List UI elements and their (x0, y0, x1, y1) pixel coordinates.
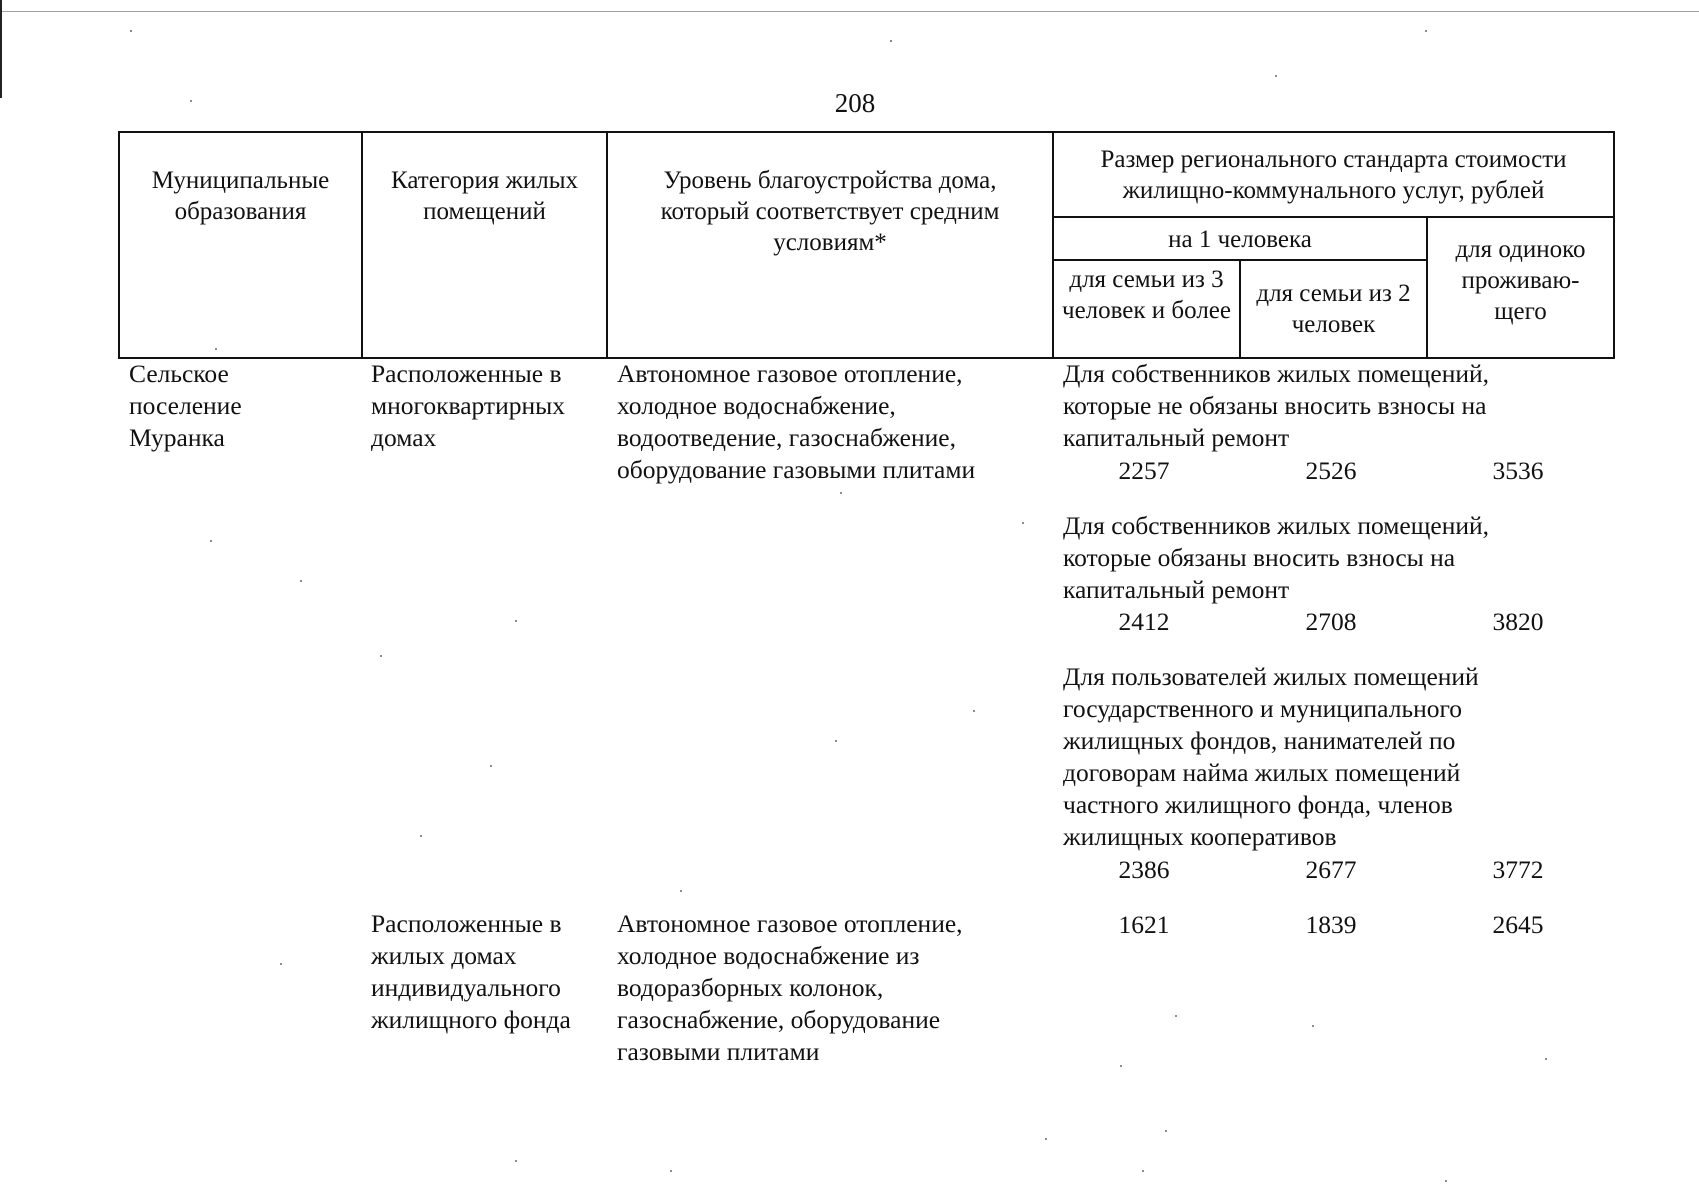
header-municipality-label: Муниципальные образования (151, 167, 330, 225)
scan-speck (1425, 30, 1427, 32)
header-municipality (118, 131, 363, 359)
r2-value-family3: 1621 (1118, 910, 1170, 939)
r1-group1-label-line: Для собственников жилых помещений, (1063, 359, 1490, 388)
r2-level-line: газоснабжение, оборудование (617, 1005, 941, 1034)
scan-speck (190, 100, 192, 102)
scan-speck (215, 348, 217, 350)
scan-speck (835, 740, 837, 742)
r1-level-line: водоотведение, газоснабжение, (617, 423, 956, 452)
scan-edge-line (0, 11, 1699, 12)
header-level-label: Уровень благоустройства дома, который соответствует средним условиям* (660, 167, 1000, 256)
scan-speck (1312, 1025, 1314, 1027)
scan-speck (1120, 1065, 1122, 1067)
header-single (1426, 216, 1615, 359)
header-family2 (1239, 259, 1428, 359)
header-standard (1052, 131, 1615, 218)
r2-level-line: холодное водоснабжение из (617, 941, 920, 970)
r1-group3-label-line: Для пользователей жилых помещений (1063, 662, 1479, 691)
r2-level-line: газовыми плитами (617, 1037, 820, 1066)
scan-speck (1545, 1058, 1547, 1060)
scan-speck (1022, 522, 1024, 524)
r1-level-line: холодное водоснабжение, (617, 391, 896, 420)
scan-speck (840, 492, 842, 494)
municipality-line: Муранка (129, 423, 225, 452)
scan-speck (515, 1160, 517, 1162)
r2-category-line: индивидуального (371, 973, 561, 1002)
scan-speck (973, 710, 975, 712)
table-header (118, 131, 1615, 359)
r2-value-single: 2645 (1492, 910, 1544, 939)
scan-speck (1445, 1180, 1447, 1182)
r1-group2-label-line: капитальный ремонт (1063, 575, 1290, 604)
r2-level-line: Автономное газовое отопление, (617, 909, 963, 938)
r2-category-line: жилых домах (371, 941, 517, 970)
header-category (361, 131, 608, 359)
scan-speck (280, 963, 282, 965)
scan-speck (890, 40, 892, 42)
r1-group2-label-line: Для собственников жилых помещений, (1063, 511, 1490, 540)
municipality-line: Сельское (129, 359, 229, 388)
r1-category-line: домах (371, 423, 437, 452)
r2-level-line: водоразборных колонок, (617, 973, 884, 1002)
scan-edge-bar (0, 0, 2, 98)
header-standard-label: Размер регионального стандарта стоимости жилищно-коммунального услуг, рублей (1100, 146, 1567, 204)
r1-group3-label-line: государственного и муниципального (1063, 694, 1463, 723)
r1-group2-value-single: 3820 (1492, 607, 1544, 636)
r1-group3-label-line: договорам найма жилых помещений (1063, 758, 1461, 787)
scan-speck (420, 835, 422, 837)
r1-level-line: оборудование газовыми плитами (617, 455, 976, 484)
header-category-label: Категория жилых помещений (391, 167, 578, 225)
header-single-label: для одиноко проживаю-щего (1455, 236, 1586, 325)
scan-speck (1165, 1130, 1167, 1132)
r2-category-line: жилищного фонда (371, 1005, 571, 1034)
header-family2-label: для семьи из 2 человек (1256, 280, 1411, 338)
r1-group3-label-line: жилищных кооперативов (1063, 822, 1337, 851)
header-level (606, 131, 1054, 359)
r1-category-line: Расположенные в (371, 359, 562, 388)
scan-speck (130, 30, 132, 32)
scan-speck (380, 655, 382, 657)
scan-speck (1275, 75, 1277, 77)
scan-speck (680, 890, 682, 892)
header-per-person (1052, 216, 1428, 261)
r1-group1-label-line: которые не обязаны вносить взносы на (1063, 391, 1487, 420)
scan-speck (1175, 1015, 1177, 1017)
municipality-line: поселение (129, 391, 242, 420)
r1-group2-value-family2: 2708 (1305, 607, 1357, 636)
r2-value-family2: 1839 (1305, 910, 1357, 939)
r1-group3-label-line: частного жилищного фонда, членов (1063, 790, 1453, 819)
header-per-person-label: на 1 человека (1168, 226, 1312, 253)
header-family3 (1052, 259, 1241, 359)
r1-group1-value-single: 3536 (1492, 456, 1544, 485)
r1-category-line: многоквартирных (371, 391, 566, 420)
scan-speck (1142, 1170, 1144, 1172)
r1-group2-value-family3: 2412 (1118, 607, 1170, 636)
r1-group1-value-family2: 2526 (1305, 456, 1357, 485)
r1-group2-label-line: которые обязаны вносить взносы на (1063, 543, 1456, 572)
scan-speck (515, 620, 517, 622)
r1-group1-label-line: капитальный ремонт (1063, 423, 1290, 452)
scan-speck (670, 1170, 672, 1172)
scan-speck (210, 540, 212, 542)
r1-group3-value-family2: 2677 (1305, 855, 1357, 884)
header-family3-label: для семьи из 3 человек и более (1062, 266, 1231, 324)
r1-group3-label-line: жилищных фондов, нанимателей по (1063, 726, 1456, 755)
r1-group1-value-family3: 2257 (1118, 456, 1170, 485)
scan-speck (300, 580, 302, 582)
page-number: 208 (834, 88, 876, 118)
r2-category-line: Расположенные в (371, 909, 562, 938)
r1-level-line: Автономное газовое отопление, (617, 359, 963, 388)
r1-group3-value-family3: 2386 (1118, 855, 1170, 884)
scan-speck (490, 765, 492, 767)
scan-speck (1045, 1138, 1047, 1140)
r1-group3-value-single: 3772 (1492, 855, 1544, 884)
